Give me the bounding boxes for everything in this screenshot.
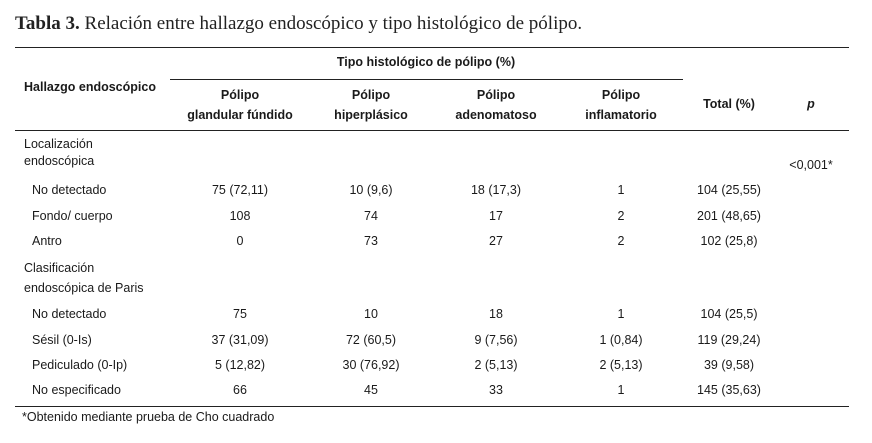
cell-adenomatoso: 9 (7,56) (474, 333, 518, 347)
cell-inflamatorio: 1 (617, 183, 625, 197)
cell-glandular: 37 (31,09) (211, 333, 269, 347)
row-label: Antro (32, 234, 62, 248)
cell-adenomatoso: 33 (489, 383, 503, 397)
footnote: *Obtenido mediante prueba de Cho cuadrado (22, 410, 275, 424)
cell-glandular: 75 (72,11) (211, 183, 269, 197)
row-label: No especificado (32, 383, 121, 397)
table-number: Tabla 3. (15, 13, 80, 34)
row-label: Fondo/ cuerpo (32, 209, 113, 223)
top-rule (15, 47, 849, 48)
cell-adenomatoso: 18 (489, 307, 503, 321)
cell-hiperplasico: 30 (76,92) (342, 358, 400, 372)
cell-inflamatorio: 2 (617, 209, 625, 223)
cell-inflamatorio: 1 (0,84) (599, 333, 643, 347)
group-header: Tipo histológico de pólipo (%) (336, 55, 516, 69)
bottom-rule (15, 406, 849, 407)
header-rule (15, 130, 849, 131)
col-header-inflamatorio-line1: Pólipo (601, 88, 641, 102)
cell-glandular: 5 (12,82) (214, 358, 266, 372)
col-header-total: Total (%) (703, 97, 755, 111)
cell-adenomatoso: 27 (489, 234, 503, 248)
table-caption (15, 13, 582, 35)
section-title-localizacion-line1: Localización (24, 137, 93, 151)
col-header-hiperplasico-line2: hiperplásico (334, 108, 408, 122)
cell-inflamatorio: 2 (617, 234, 625, 248)
cell-glandular: 108 (229, 209, 251, 223)
cell-total: 104 (25,5) (700, 307, 758, 321)
cell-hiperplasico: 72 (60,5) (345, 333, 397, 347)
cell-total: 201 (48,65) (697, 209, 761, 223)
col-header-inflamatorio-line2: inflamatorio (585, 108, 657, 122)
cell-total: 104 (25,55) (697, 183, 761, 197)
row-label: No detectado (32, 307, 107, 321)
section-title-paris-line2: endoscópica de Paris (24, 281, 144, 295)
cell-hiperplasico: 10 (9,6) (349, 183, 393, 197)
group-rule (170, 79, 683, 80)
col-header-adenomatoso-line1: Pólipo (476, 88, 516, 102)
cell-adenomatoso: 18 (17,3) (470, 183, 522, 197)
cell-glandular: 75 (233, 307, 247, 321)
cell-hiperplasico: 74 (364, 209, 378, 223)
cell-total: 102 (25,8) (700, 234, 758, 248)
cell-adenomatoso: 17 (489, 209, 503, 223)
table-title: Relación entre hallazgo endoscópico y tipo histológico de pólipo. (84, 13, 583, 34)
cell-inflamatorio: 1 (617, 307, 625, 321)
cell-hiperplasico: 45 (364, 383, 378, 397)
cell-total: 119 (29,24) (697, 333, 761, 347)
cell-inflamatorio: 1 (617, 383, 625, 397)
cell-adenomatoso: 2 (5,13) (474, 358, 518, 372)
row-label: No detectado (32, 183, 107, 197)
cell-glandular: 0 (236, 234, 244, 248)
cell-hiperplasico: 10 (364, 307, 378, 321)
p-value: <0,001* (789, 158, 833, 172)
col-header-glandular-line1: Pólipo (220, 88, 260, 102)
cell-glandular: 66 (233, 383, 247, 397)
cell-inflamatorio: 2 (5,13) (599, 358, 643, 372)
section-title-localizacion-line2: endoscópica (24, 154, 95, 168)
cell-total: 145 (35,63) (697, 383, 761, 397)
section-title-paris-line1: Clasificación (24, 261, 95, 275)
row-label: Pediculado (0-Ip) (32, 358, 128, 372)
col-header-p: p (807, 97, 815, 111)
cell-total: 39 (9,58) (703, 358, 755, 372)
col-header-glandular-line2: glandular fúndido (187, 108, 293, 122)
cell-hiperplasico: 73 (364, 234, 378, 248)
col-header-hiperplasico-line1: Pólipo (351, 88, 391, 102)
col-header-adenomatoso-line2: adenomatoso (455, 108, 537, 122)
row-header: Hallazgo endoscópico (24, 80, 156, 94)
row-label: Sésil (0-Is) (32, 333, 92, 347)
